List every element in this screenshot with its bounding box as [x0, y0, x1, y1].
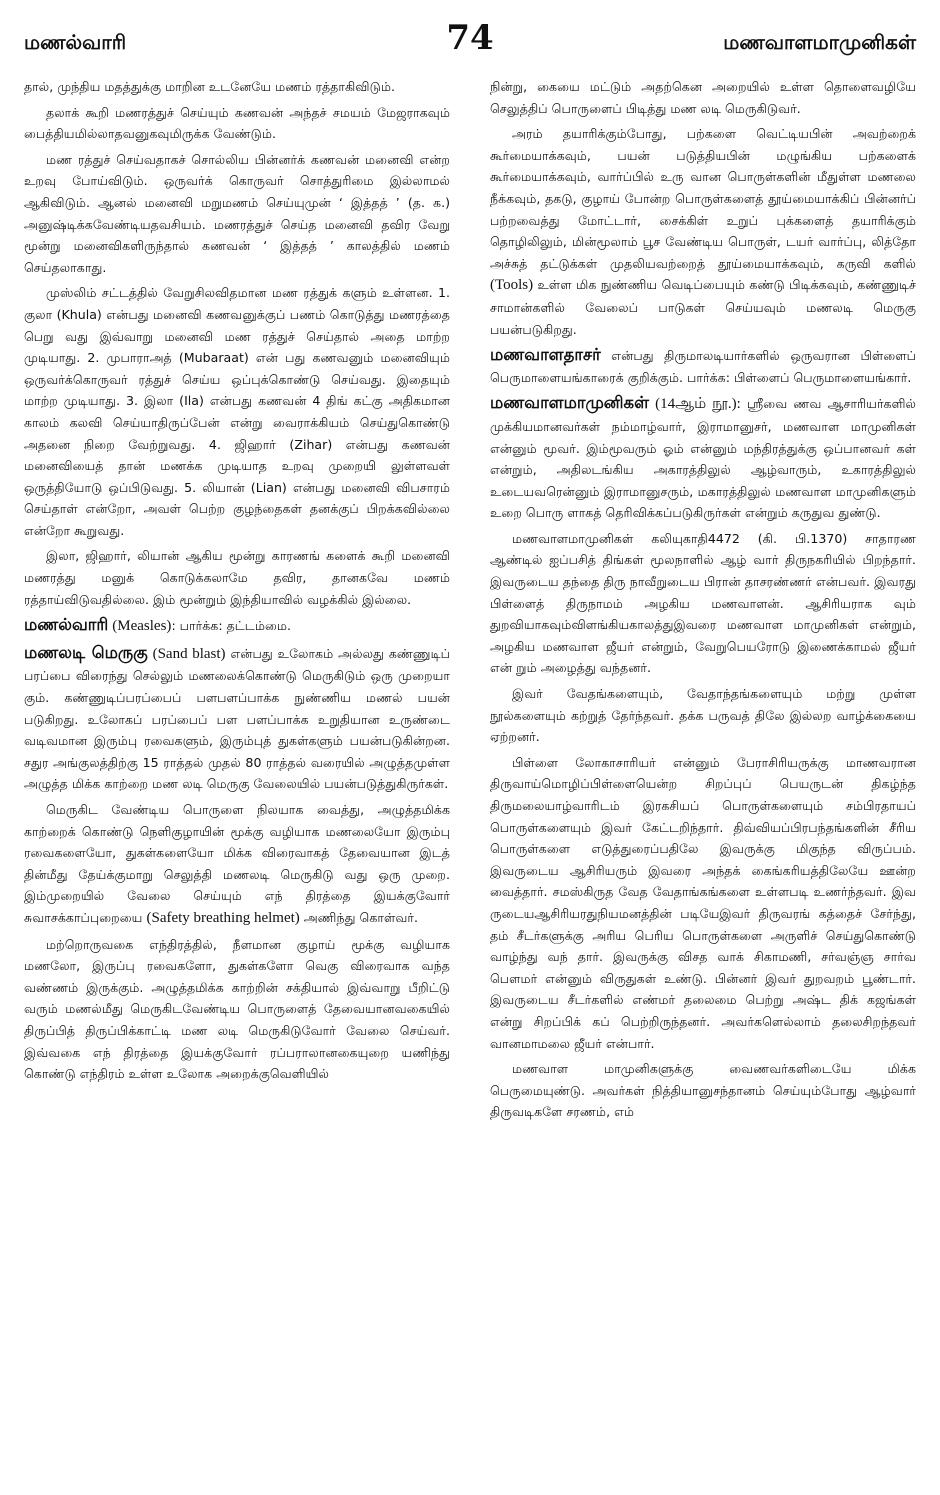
entry-text: என்பது திருமாலடியார்களில் ஒருவரான பிள்ளைப் பெருமாளையங்காரைக் குறிக்கும். பார்க்க: பிள்ளைப் பெருமாளையங்கார்.	[490, 348, 916, 385]
paragraph: மணவாளமாமுனிகள் கலியுகாதி4472 (கி. பி.1370) சாதாரண ஆண்டில் ஐப்பசித் திங்கள் மூலநாளில் ஆழ் வார் திருநகரியில் பிறந்தார். இவருடைய தந்தை திரு நாவீறுடைய பிரான் தாசரண்ணர் என்பவர். இவரது பிள்ளைத் திருநாமம் அழகிய மணவாளன். ஆசிரியராக வும் துறவியாகவும்விளங்கியகாலத்துஇவரை மணவாள மாமுனிகள் என்றும், அழகிய மணவாள ஜீயர் என்றும், வேறுபெயரோடு இணைக்காமல் ஜீயர் என் றும் அழைத்து வந்தனர்.	[490, 530, 916, 676]
latin-term: (Tools)	[490, 277, 534, 294]
paragraph	[490, 123, 916, 340]
entry-date: (14ஆம் நூ.):	[655, 396, 741, 413]
right-column	[490, 76, 916, 1481]
entry-headword: மணவாளதாசர்	[490, 345, 601, 365]
entry-latin-term: (Sand blast)	[152, 645, 226, 662]
entry-manavaladasar	[490, 344, 916, 388]
entry-measles	[24, 614, 450, 638]
entry-sand-blast	[24, 642, 450, 795]
entry-headword: மணல்வாரி	[24, 615, 109, 635]
entry-manavalamamunigal	[490, 392, 916, 524]
paragraph: இவர் வேதங்களையும், வேதாந்தங்களையும் மற்று முள்ள நூல்களையும் கற்றுத் தேர்ந்தவர். தக்க பருவத் திலே இல்லற வாழ்க்கையை ஏற்றனர்.	[490, 686, 916, 745]
latin-term: (Safety breathing helmet)	[146, 909, 300, 926]
left-column	[24, 76, 450, 1481]
running-head-left: மணல்வாரி	[24, 30, 127, 54]
paragraph: மணவாள மாமுனிகளுக்கு வைணவர்களிடையே மிக்க பெருமையுண்டு. அவர்கள் நித்தியானுசந்தானம் செய்யும்போது ஆழ்வார் திருவடிகளே சரணம், எம்	[490, 1061, 916, 1120]
paragraph: நின்று, கையை மட்டும் அதற்கென அறையில் உள்ள தொளைவழியே செலுத்திப் பொருளைப் பிடித்து மண லடி மெருகிடுவர்.	[490, 79, 916, 116]
entry-headword: மணவாளமாமுனிகள்	[490, 393, 649, 413]
paragraph-text: மெருகிட வேண்டிய பொருளை நிலயாக வைத்து, அழுத்தமிக்க காற்றைக் கொண்டு நெளிகுழாயின் மூக்கு வழியாக மணலையோ இரும்பு ரவைகளையோ, துகள்களையோ மிக்க விரைவாகத் தேவையான இடத் தின்மீது தேய்க்குமாறு செலுத்தி மணலடி மெருகிடு வது ஒரு முறை. இம்முறையில் வேலை செய்யும் எந் திரத்தை இயக்குவோர் சுவாசக்காப்புறையை	[24, 802, 450, 925]
entry-latin-term: (Measles)	[112, 618, 172, 635]
paragraph-text: உள்ள மிக நுண்ணிய வெடிப்பையும் கண்டு பிடிக்கவும், கண்ணுடிச் சாமான்களில் வேலைப் பாடுகள் செய்யவும் மணலடி மெருகு பயன்படுகிறது.	[490, 277, 916, 337]
paragraph: மண ரத்துச் செய்வதாகச் சொல்லிய பின்னர்க் கணவன் மனைவி என்ற உறவு போய்விடும். ஒருவர்க் கொருவர் சொத்துரிமை இல்லாமல் ஆகிவிடும். ஆனல் மனைவி மறுமணம் செய்யுமுன் ‘ இத்தத் ’ (த. க.) அனுஷ்டிக்கவேண்டியதவசியம். மணரத்துச் செய்த மனைவி தவிர வேறு மூன்று மனைவிகளிருந்தால் கணவன் ‘ இத்தத் ’ காலத்தில் மணம் செய்தலாகாது.	[24, 151, 450, 275]
entry-text: என்பது உலோகம் அல்லது கண்ணுடிப் பரப்பை விரைந்து செல்லும் மணலைக்கொண்டு மெருகிடும் ஒரு முறையா கும். கண்ணுடிப்பரப்பைப் பளபளப்பாக்க நுண்ணிய மணல் பயன் படுகிறது. உலோகப் பரப்பைப் பள பளப்பாக்க உறுதியான உருண்டை வடிவமான இரும்பு ரவைகளும், இரும்புத் துகள்களும் பயன்படுகின்றன. சதுர அங்குலத்திற்கு 15 ராத்தல் முதல் 80 ராத்தல் வரையில் அழுத்தமுள்ள அழுத்த மிக்க காற்றை மண லடி மெருகு வேலையில் பயன்படுத்துகிருர்கள்.	[24, 645, 450, 792]
running-head-right: மணவாளமாமுனிகள்	[723, 30, 916, 54]
paragraph: தால், முந்திய மதத்துக்கு மாறின உடனேயே மணம் ரத்தாகிவிடும்.	[24, 79, 395, 94]
paragraph: பிள்ளை லோகாசாரியர் என்னும் பேராசிரியருக்கு மாணவரான திருவாய்மொழிப்பிள்ளையென்ற சிறப்புப் பெயருடன் திகழ்ந்த திருமலையாழ்வாரிடம் இரகசியப் பொருள்களையும் சம்பிரதாயப் பொருள்களையும் இவர் கேட்டறிந்தார். திவ்வியப்பிரபந்தங்களின் சீரிய பொருள்களை எடுத்துரைப்பதிலே இவருக்கு மிகுந்த விருப்பம். இவருடைய ஆசிரியரும் இவரை அந்தக் கைங்கரியத்திலேயே ஊன்ற வைத்தார். சமஸ்கிருத வேத வேதாங்கங்களை உள்ளபடி உணர்ந்தவர். இவ ருடையஆசிரியரதுநியமனத்தின் படியேஇவர் திருவரங் கத்தைச் சேர்ந்து, தம் சீடர்களுக்கு அரிய பெரிய பொருள்களை அருளிச் செய்துகொண்டு வாழ்ந்து வந் தார். இவருக்கு விசத வாக் சிகாமணி, சர்வஞ்ஞ சார்வ பௌமர் என்னும் விருதுகள் உண்டு. பின்னர் இவர் துறவறம் பூண்டார். இவருடைய சீடர்களில் எண்மர் தலைமை பெற்று அஷ்ட திக் கஜங்கள் என்று சிறப்பிக் கப் பெற்றிருந்தனர். அவர்களெல்லாம் தலைசிறந்தவர் வானமாமலை ஜீயர் என்பார்.	[490, 754, 916, 1051]
paragraph: தலாக் கூறி மணரத்துச் செய்யும் கணவன் அந்தச் சமயம் மேஜராகவும் பைத்தியமில்லாதவனுகவுமிருக்க வேண்டும்.	[24, 104, 450, 142]
paragraph-text: அணிந்து கொள்வர்.	[303, 909, 418, 925]
entry-text: : பார்க்க: தட்டம்மை.	[171, 618, 292, 634]
entry-text: ஸ்ரீவை ணவ ஆசாரியர்களில் முக்கியமானவர்கள் நம்மாழ்வார், இராமானுசர், மணவாள மாமுனிகள் என்னும் மூவர். இம்மூவரும் ஓம் என்னும் மந்திரத்துக்கு ஒப்பானவர் கள் என்றும், அதிலடங்கிய அகாரத்திலுல் ஆழ்வாரும், உகாரத்திலுல் உடையவரென்னும் இராமானுசரும், மகாரத்திலுல் மணவாள மாமுனிகளும் உறை பொரு ளாகத் தெரிவிக்கப்படுகிருர்கள் என்றும் கருதுவ துண்டு.	[490, 396, 916, 521]
page-header	[24, 18, 916, 66]
page-number: 74	[446, 18, 494, 58]
paragraph: இலா, ஜிஹார், லியான் ஆகிய மூன்று காரணங் களைக் கூறி மனைவி மணரத்து மனுக் கொடுக்கலாமே தவிர, தானகவே மணம் ரத்தாய்விடுவதில்லை. இம் மூன்றும் இந்தியாவில் வழக்கில் இல்லை.	[24, 548, 450, 607]
paragraph: மற்றொருவகை எந்திரத்தில், நீளமான குழாய் மூக்கு வழியாக மணலோ, இருப்பு ரவைகளோ, துகள்களோ வெகு விரைவாக வந்த வண்ணம் இருக்கும். அழுத்தமிக்க காற்றின் சக்தியால் இவ்வாறு பீறிட்டு வரும் மணல்மீது மெருகிடவேண்டிய பொருளைத் தேவையானவகையில் திருப்பித் திருப்பிக்காட்டி மண லடி மெருகிடுவோர் வேலை செய்வர். இவ்வகை எந் திரத்தை இயக்குவோர் ரப்பராலானகையுறை யணிந்து கொண்டு எந்திரம் உள்ள உலோக அறைக்குவெளியில்	[24, 936, 450, 1082]
paragraph	[24, 799, 450, 930]
paragraph-text: அரம் தயாரிக்கும்போது, பற்களை வெட்டியபின் அவற்றைக் கூர்மையாக்கவும், பயன் படுத்தியபின் மழுங்கிய பற்களைக் கூர்மையாக்கவும், வார்ப்பில் உரு வான பொருள்களின் மீதுள்ள மணலை நீக்கவும், தகடு, குழாய் போன்ற பொருள்களைத் தூய்மையாக்கிப் பின்னர்ப் பற்றவைத்து மோட்டார், சைக்கிள் உறுப் புக்களைத் தயாரிக்கும் தொழிலிலும், மின்மூலாம் பூச வேண்டிய பொருள், டயர் வார்ப்பு, லித்தோ அச்சுத் தட்டுக்கள் முதலியவற்றைத் தூய்மையாக்கவும், கருவி களில்	[490, 126, 916, 271]
entry-headword: மணலடி மெருகு	[24, 642, 148, 662]
paragraph: முஸ்லிம் சட்டத்தில் வேறுசிலவிதமான மண ரத்துக் களும் உள்ளன. 1. குலா (Khula) என்பது மனைவி கணவனுக்குப் பணம் கொடுத்து மணரத்தை பெறு வது இவ்வாறு மனைவி மண ரத்துச் செய்தால் அதை மாற்ற முடியாது. 2. முபாராஅத் (Mubaraat) என் பது கணவனும் மனைவியும் ஒருவர்க்கொருவர் ரத்துச் செய்ய ஒப்புக்கொண்டு செய்வது. இதையும் மாற்ற முடியாது. 3. இலா (Ila) என்பது கணவன் 4 திங் கட்கு அதிகமான காலம் கலவி செய்யாதிருப்பேன் என்று வைராக்கியம் செய்துகொண்டு அதனை நிறை வேற்றுவது. 4. ஜிஹார் (Zihar) என்பது கணவன் மனைவியைத் தான் மணக்க முடியாத உறவு முறையி லுள்ளவள் ஒருத்தியோடு ஒப்பிடுவது. 5. லியான் (Lian) என்பது மனைவி விபசாரம் செய்தாள் என்றோ, அவள் பெற்ற குழந்தைகள் தனக்குப் பிறக்கவில்லை என்றோ கூறுவது.	[24, 285, 450, 538]
